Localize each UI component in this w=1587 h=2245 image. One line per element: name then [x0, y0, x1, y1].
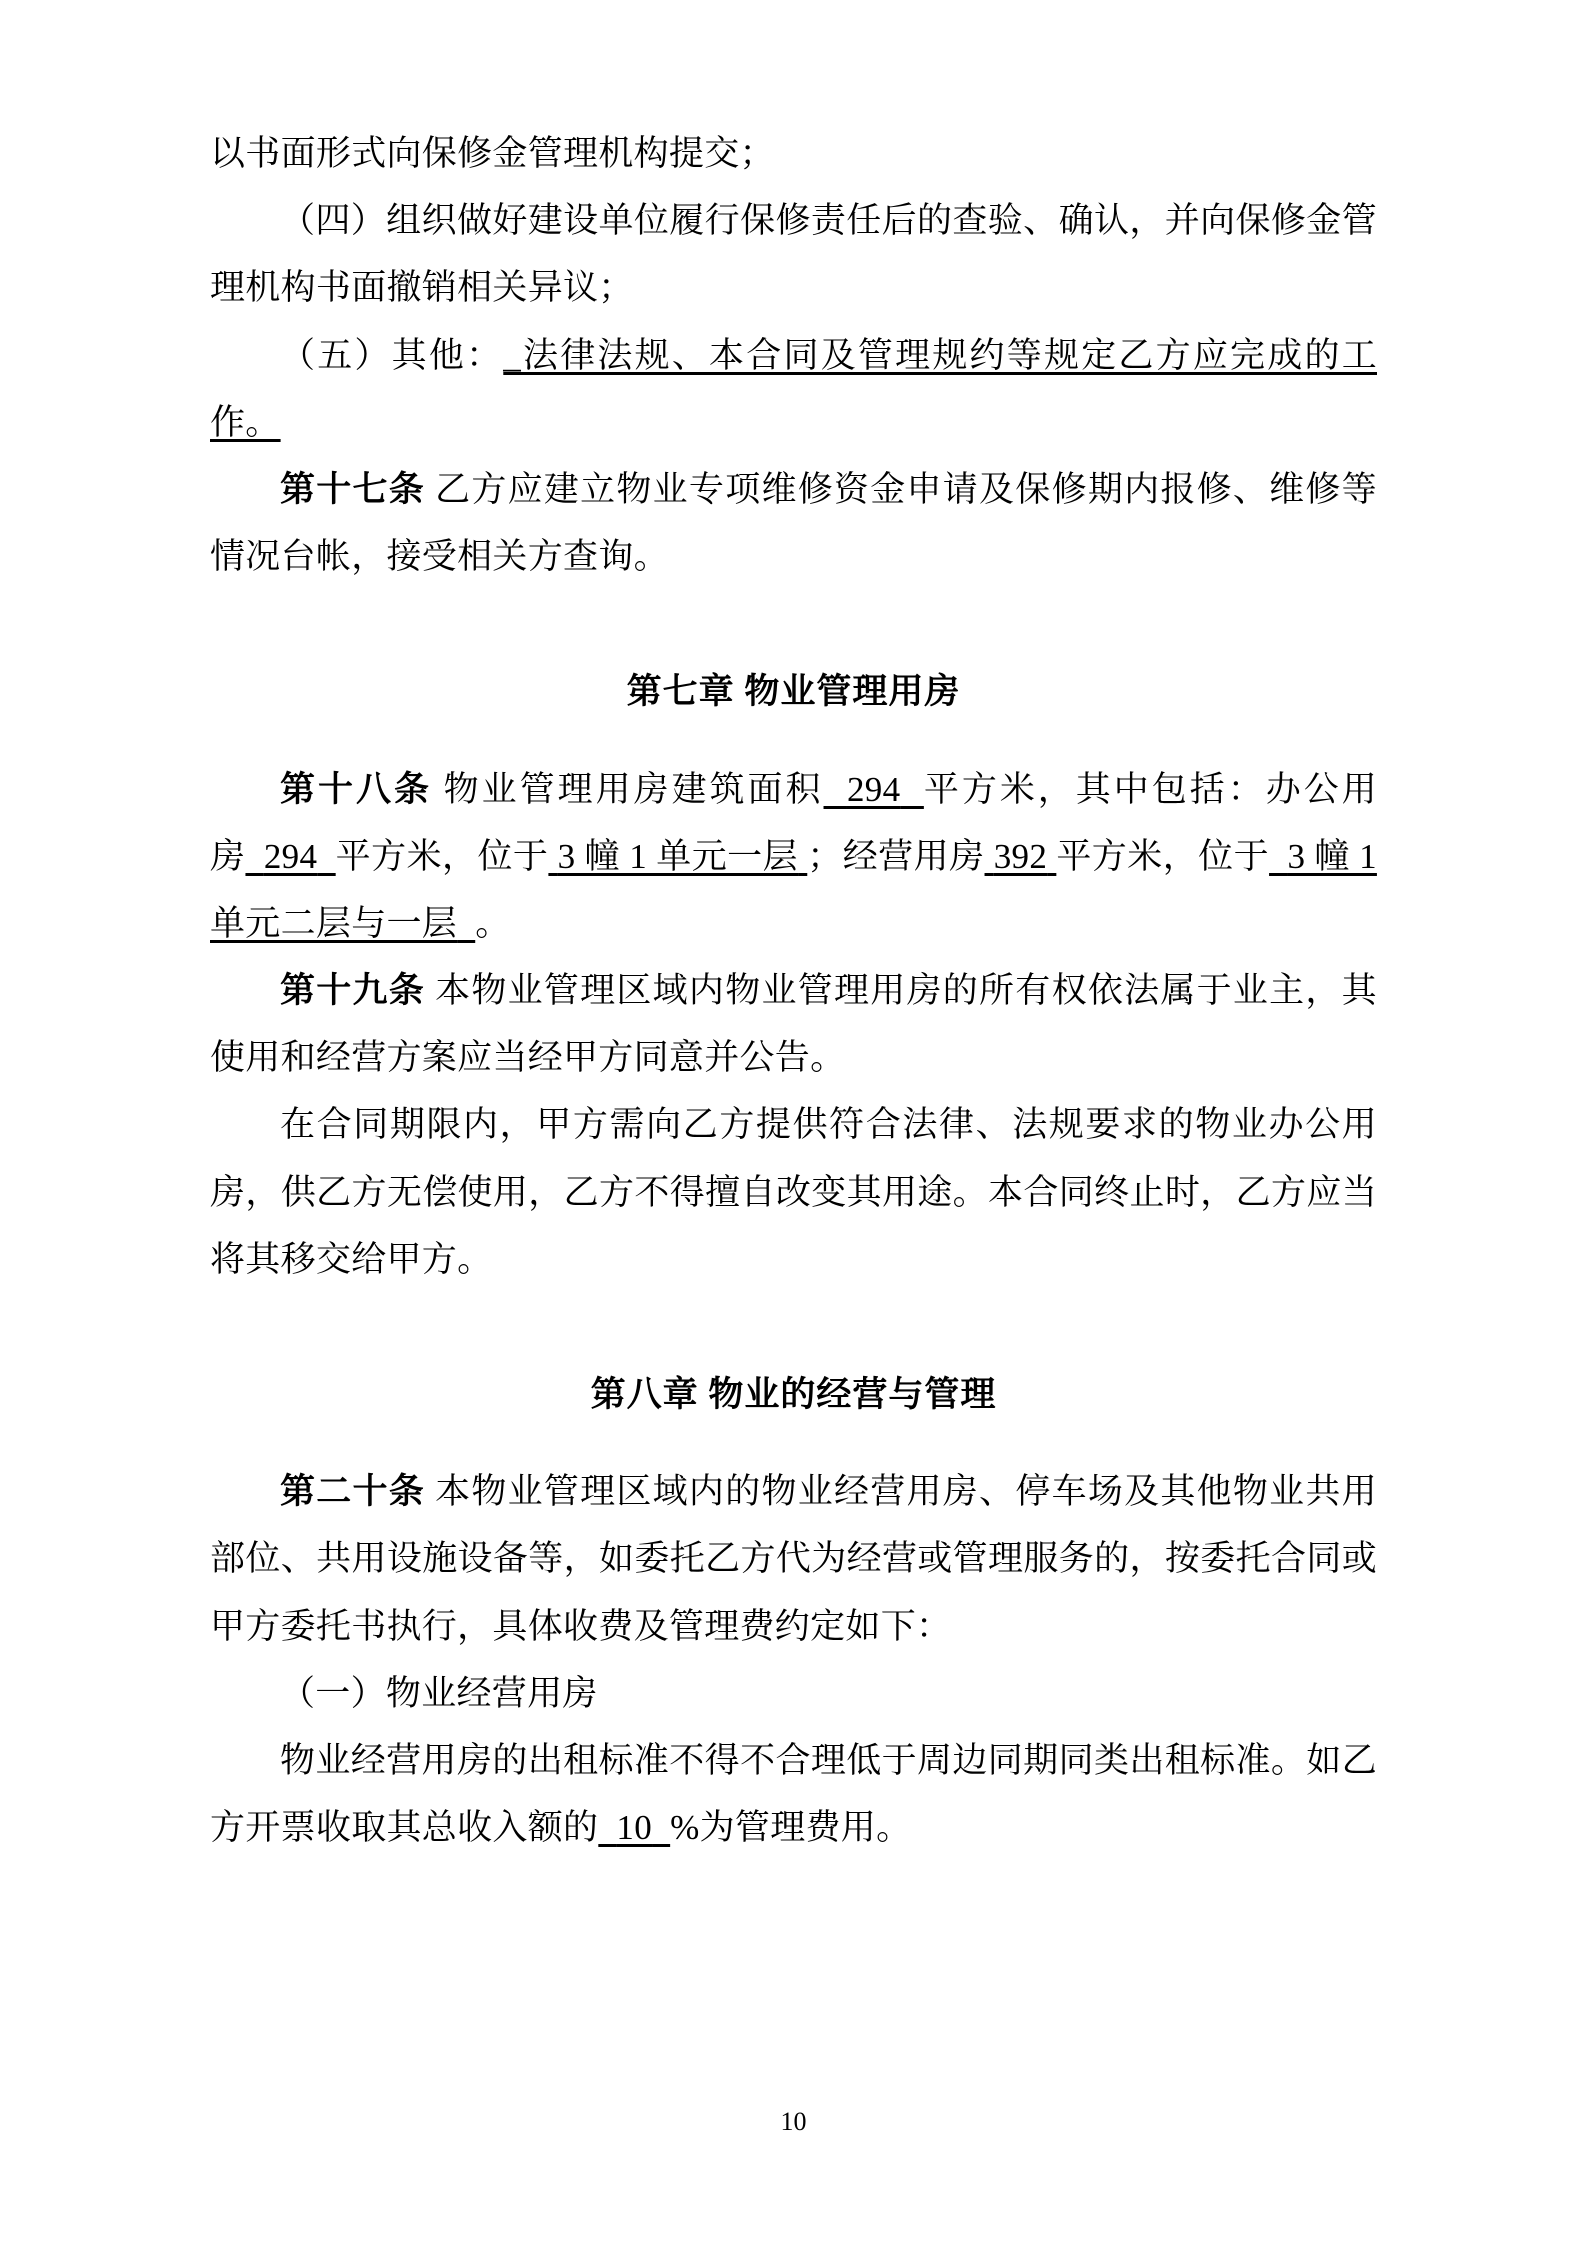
paragraph-item-one: （一）物业经营用房 [280, 1673, 598, 1713]
article-20-text: 本物业管理区域内的物业经营用房、停车场及其他物业共用部位、共用设施设备等，如委托乙方代为经营或管理服务的，按委托合同或甲方委托书执行，具体收费及管理费约定如下： [210, 1472, 1377, 1646]
article-20 [210, 1458, 1377, 1660]
spacer [210, 1293, 1377, 1361]
article-18-seg5: 平方米，位于 [1056, 836, 1270, 876]
article-18-fill-total-area: 294 [846, 769, 901, 809]
spacer [210, 590, 1377, 658]
article-17-label: 第十七条 [280, 469, 426, 509]
article-18-seg6: 。 [475, 903, 511, 943]
article-18-fill-business-location: 3 幢 1 单元二层与一层 [210, 836, 1377, 943]
article-20-label: 第二十条 [280, 1472, 426, 1512]
article-19-text: 本物业管理区域内物业管理用房的所有权依法属于业主，其使用和经营方案应当经甲方同意并公告。 [210, 971, 1377, 1078]
article-18-label: 第十八条 [280, 769, 432, 809]
article-18-fill-office-area: 294 [263, 836, 318, 876]
item-one-fill-percentage: 10 [616, 1808, 653, 1848]
page-number: 10 [780, 2107, 807, 2136]
article-17 [210, 456, 1377, 590]
paragraph-item-one-detail [210, 1727, 1377, 1861]
spacer [210, 1428, 1377, 1458]
paragraph-continued: 以书面形式向保修金管理机构提交； [210, 134, 775, 173]
article-18-fill-office-location: 3 幢 1 单元一层 [557, 836, 799, 876]
article-18-seg2: 平方米，其中包括：办公用房 [210, 769, 1377, 876]
paragraph-item-four: （四）组织做好建设单位履行保修责任后的查验、确认，并向保修金管理机构书面撤销相关异议； [210, 201, 1377, 308]
article-18-fill-business-area: 392 [993, 836, 1048, 876]
item-five-prefix: （五）其他： [280, 335, 504, 375]
item-five-underlined-text: _法律法规、本合同及管理规约等规定乙方应完成的工作。 [210, 335, 1377, 442]
article-19-label: 第十九条 [280, 971, 426, 1011]
article-17-text: 乙方应建立物业专项维修资金申请及保修期内报修、维修等情况台帐，接受相关方查询。 [210, 469, 1377, 577]
article-18-seg1: 物业管理用房建筑面积 [443, 769, 824, 809]
document-body [210, 120, 1377, 1861]
chapter-title-8: 第八章 物业的经营与管理 [590, 1375, 997, 1414]
spacer [210, 726, 1377, 756]
chapter-title-7: 第七章 物业管理用房 [626, 672, 961, 712]
article-18 [210, 756, 1377, 958]
item-one-seg2: %为管理费用。 [670, 1808, 912, 1848]
article-18-seg3: 平方米，位于 [335, 836, 549, 876]
article-19 [210, 957, 1377, 1091]
paragraph-item-five [210, 322, 1377, 456]
article-19-paragraph-2: 在合同期限内，甲方需向乙方提供符合法律、法规要求的物业办公用房，供乙方无偿使用，乙方不得擅自改变其用途。本合同终止时，乙方应当将其移交给甲方。 [210, 1105, 1377, 1279]
article-18-seg4: ；经营用房 [807, 836, 985, 876]
item-one-seg1: 物业经营用房的出租标准不得不合理低于周边同期同类出租标准。如乙方开票收取其总收入额的 [210, 1740, 1377, 1848]
